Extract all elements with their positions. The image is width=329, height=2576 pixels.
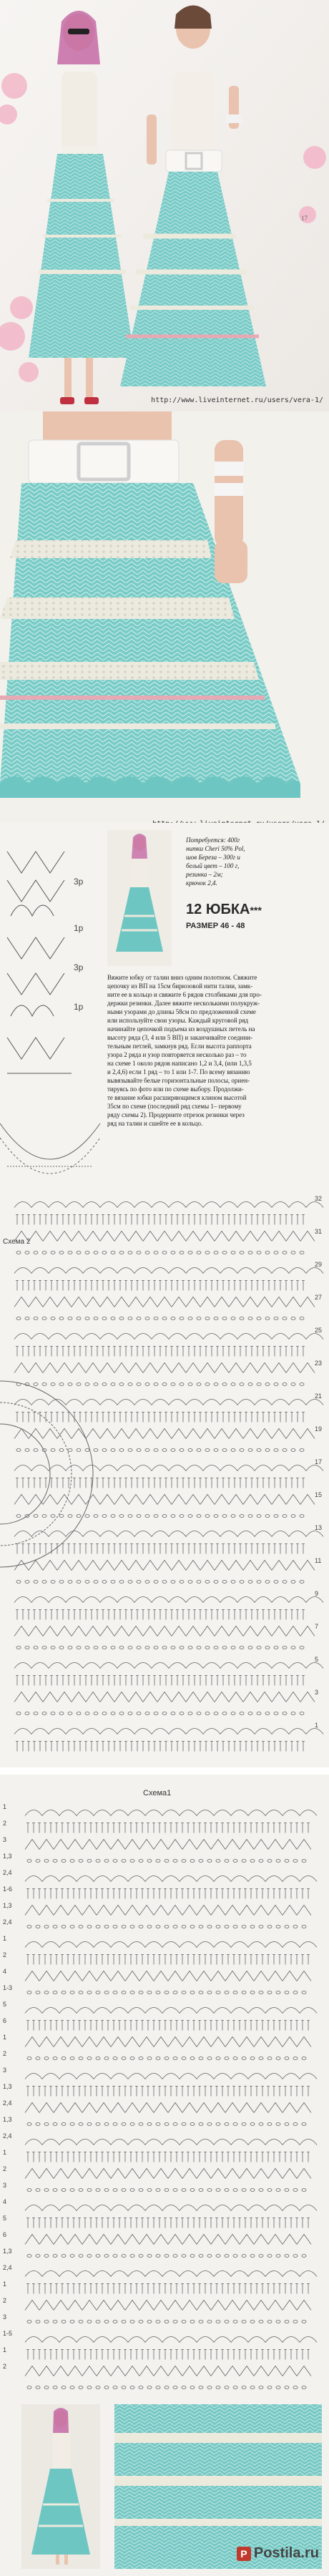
difficulty-stars: *** [250,904,262,916]
materials-line: шов Береза – 300г и [186,854,240,861]
schema1-row-label: 4 [3,2198,7,2205]
model-photo-full-image [0,0,329,411]
schema2-row-number: 7 [315,1623,319,1630]
row-label-3p: 3р [74,877,84,887]
instructions-body [107,973,322,1128]
page-number: 17 [301,215,308,222]
schema1-row-label: 1,3 [3,1902,12,1909]
schema1-row-label: 2,4 [3,1918,12,1926]
schema2-row-numbers [315,1195,329,1760]
schema2-row-number: 21 [315,1392,323,1400]
schema2-diagram [14,1195,308,1760]
schema2-row-number: 1 [315,1722,319,1729]
watermark-text: Postila.ru [253,2545,319,2561]
schema2-row-number: 29 [315,1261,323,1268]
schema1-row-label: 1-5 [3,2330,13,2337]
motif-diagram [0,837,86,1095]
schema1-page [0,1775,329,2576]
schema1-row-label: 1 [3,2034,7,2041]
schema2-row-number: 19 [315,1425,323,1433]
schema2-row-number: 13 [315,1524,323,1531]
instructions-line: и 2,4,6) если 1 ряд – то 1 или 1-7. По всему вязанию [107,1068,250,1075]
schema1-row-label: 1 [3,2280,7,2288]
schema1-row-label: 1,3 [3,2083,12,2090]
instructions-line: узора 2 ряда и узор повторяется несколько раз – то [107,1051,247,1058]
schema1-row-label: 2 [3,1951,7,1958]
schema1-row-label: 3 [3,2313,7,2321]
schema1-row-label: 6 [3,2017,7,2024]
schema2-row-number: 15 [315,1491,323,1498]
schema1-row-label: 1 [3,2149,7,2156]
model-thumbnail [107,830,172,966]
pattern-title [186,902,262,918]
schema2-row-number: 17 [315,1458,323,1465]
instructions-line: ряду схемы 2). Продерните отрезок резинки через [107,1111,245,1118]
schema2-row-number: 11 [315,1557,322,1564]
instructions-line: ряд на талии и сшейте ее в кольцо. [107,1120,203,1127]
schema2-row-number: 5 [315,1656,319,1663]
schema1-row-label: 3 [3,2067,7,2074]
schema1-row-label: 3 [3,2182,7,2189]
schema2-row-number: 23 [315,1360,323,1367]
schema2-row-number: 32 [315,1195,323,1202]
schema2-row-number: 9 [315,1590,319,1597]
schema1-row-label: 2 [3,2050,7,2057]
schema2-row-number: 27 [315,1294,323,1301]
schema1-row-label: 5 [3,2215,7,2222]
schema2-label: Схема 2 [3,1238,31,1246]
schema1-row-label: 1-6 [3,1885,13,1893]
instructions-line: Вяжите юбку от талии вниз одним полотном. Свяжите [107,974,257,981]
schema1-row-label: 2,4 [3,1869,12,1876]
instructions-line: 35см по схеме (последний ряд схемы 1– первому [107,1103,242,1110]
schema1-row-label: 2,4 [3,2264,12,2271]
row-label-3p-b: 3р [74,962,84,972]
schema1-row-label: 1 [3,2346,7,2353]
materials-line: крючок 2,4. [186,879,217,887]
model-photo-full [0,0,329,411]
schema2-row-number: 25 [315,1327,323,1334]
bottom-model-thumb [21,2404,100,2569]
circle-diagram [0,1381,29,1567]
instructions-line: ните ее в кольцо и свяжите 6 рядов столбиками для про- [107,991,262,998]
schema1-row-labels [3,1803,24,2390]
schema1-row-label: 1 [3,1803,7,1810]
instructions-line: или используйте свои узоры. Каждый круговой ряд [107,1017,249,1024]
schema1-title: Схема1 [143,1789,172,1797]
instructions-line: высоту ряда (3, 4 или 5 ВП) и заканчивайте соедини- [107,1034,252,1041]
arc-diagram [0,1109,100,1195]
skirt-closeup-photo [0,411,329,823]
schema1-row-label: 3 [3,1836,7,1843]
materials-line: Потребуется: 400г [186,836,240,844]
schema1-row-label: 2 [3,2165,7,2172]
schema1-row-label: 2 [3,1820,7,1827]
schema1-diagram [25,1803,311,2390]
instructions-line: начинайте цепочкой подъема из воздушных петель на [107,1025,255,1033]
instructions-line: тельным петлей, замкнув ряд. Если высота раппорта [107,1043,252,1050]
schema1-row-label: 1,3 [3,2248,12,2255]
row-label-1p: 1р [74,923,84,933]
instructions-line: ными узорами до длины 58см по предложенной схеме [107,1008,256,1015]
schema1-row-label: 1,3 [3,2116,12,2123]
schema1-row-label: 4 [3,1968,7,1975]
schema1-row-label: 1,3 [3,1853,12,1860]
instructions-line: на схеме 1 около рядов написано 1,2 и 3,4, (или 1,3,5 [107,1060,252,1067]
row-label-1p-b: 1р [74,1002,84,1012]
skirt-closeup-image [0,411,329,823]
schema1-row-label: 2,4 [3,2099,12,2107]
instructions-line: цепочку из ВП на 15см бирюзовой нити талии, замк- [107,982,253,990]
schema1-row-label: 2 [3,2297,7,2304]
size-label: РАЗМЕР 46 - 48 [186,922,245,930]
materials-block [186,836,315,887]
watermark-icon: P [237,2547,251,2561]
title-word: ЮБКА [205,902,250,917]
instructions-line: вывязывайте белые горизонтальные полосы, ориен- [107,1077,250,1084]
schema2-row-number: 31 [315,1228,323,1235]
instructions-line: тируясь по фото или по схеме выбору. Продолжи- [107,1085,244,1093]
watermark [237,2545,319,2562]
schema2-row-number: 3 [315,1689,319,1696]
photo1-url[interactable]: http://www.liveinternet.ru/users/vera-1/ [151,396,323,404]
pattern-page [0,823,329,1767]
materials-line: белый цвет – 100 г, [186,862,240,869]
schema1-row-label: 6 [3,2231,7,2238]
materials-line: нитки Cheri 50% Pol, [186,845,245,852]
schema1-row-label: 2 [3,2363,7,2370]
bottom-skirt-thumb [114,2404,322,2569]
materials-line: резинка – 2м; [186,871,223,878]
schema1-row-label: 5 [3,2001,7,2008]
schema1-row-label: 1 [3,1935,7,1942]
instructions-line: те вязание юбки расширяющимся клином высотой [107,1094,247,1101]
schema1-row-label: 2,4 [3,2132,12,2140]
instructions-line: держки резинки. Далее вяжите несколькими полукруж- [107,1000,260,1007]
title-number: 12 [186,902,202,917]
schema1-row-label: 1-3 [3,1984,13,1991]
